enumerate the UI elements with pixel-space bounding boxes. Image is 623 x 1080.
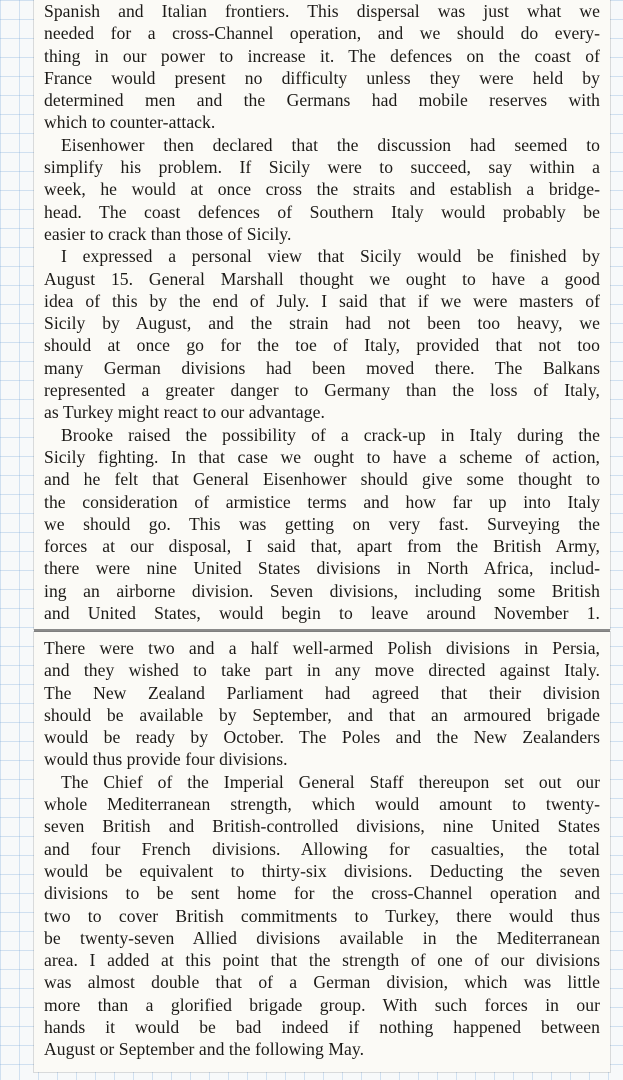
text-line: and he felt that General Eisenhower should give some thought to bbox=[44, 469, 600, 490]
text-line: and United States, would begin to leave around November 1. bbox=[44, 603, 600, 624]
text-line: Eisenhower then declared that the discussion had seemed to bbox=[61, 134, 600, 155]
text-line: would be ready by October. The Poles and the New Zealanders bbox=[44, 727, 600, 748]
text-line: Sicily by August, and the strain had not been too heavy, we bbox=[44, 313, 600, 334]
text-line: easier to crack than those of Sicily. bbox=[44, 223, 292, 244]
paragraph bbox=[44, 771, 600, 1061]
text-block-top bbox=[44, 0, 600, 624]
text-line: many German divisions had been moved there. The Balkans bbox=[44, 357, 600, 378]
text-line: which to counter-attack. bbox=[44, 112, 216, 133]
text-line: I expressed a personal view that Sicily would be finished by bbox=[61, 246, 600, 267]
paragraph bbox=[44, 134, 600, 245]
text-line: ing an airborne division. Seven divisions, including some British bbox=[44, 580, 600, 601]
paragraph bbox=[44, 424, 600, 625]
text-line: should be available by September, and that an armoured brigade bbox=[44, 704, 600, 725]
paragraph bbox=[44, 0, 600, 134]
text-line: Brooke raised the possibility of a crack-up in Italy during the bbox=[61, 424, 600, 445]
text-line: divisions to be sent home for the cross-Channel operation and bbox=[44, 883, 600, 904]
text-line: seven British and British-controlled divisions, nine United States bbox=[44, 816, 600, 837]
text-line: represented a greater danger to Germany than the loss of Italy, bbox=[44, 380, 600, 401]
book-page-clipping-top bbox=[34, 0, 610, 629]
text-line: more than a glorified brigade group. With such forces in our bbox=[44, 994, 600, 1015]
text-line: France would present no difficulty unless they were held by bbox=[44, 67, 600, 88]
text-line: forces at our disposal, I said that, apart from the British Army, bbox=[44, 536, 600, 557]
text-line: was almost double that of a German division, which was little bbox=[44, 972, 600, 993]
text-line: needed for a cross-Channel operation, and we should do every- bbox=[44, 23, 600, 44]
text-line: would be equivalent to thirty-six divisions. Deducting the seven bbox=[44, 860, 600, 881]
text-line: determined men and the Germans had mobile reserves with bbox=[44, 90, 600, 111]
text-block-bottom bbox=[44, 637, 600, 1061]
text-line: thing in our power to increase it. The defences on the coast of bbox=[44, 45, 600, 66]
text-line: whole Mediterranean strength, which would amount to twenty- bbox=[44, 794, 600, 815]
text-line: Sicily fighting. In that case we ought to have a scheme of action, bbox=[44, 446, 600, 467]
text-line: area. I added at this point that the strength of one of our divisions bbox=[44, 950, 600, 971]
text-line: idea of this by the end of July. I said that if we were masters of bbox=[44, 290, 600, 311]
text-line: as Turkey might react to our advantage. bbox=[44, 402, 325, 423]
text-line: head. The coast defences of Southern Italy would probably be bbox=[44, 201, 600, 222]
text-line: hands it would be bad indeed if nothing happened between bbox=[44, 1017, 600, 1038]
text-line: and they wished to take part in any move directed against Italy. bbox=[44, 660, 600, 681]
text-line: would thus provide four divisions. bbox=[44, 749, 288, 770]
text-line: be twenty-seven Allied divisions available in the Mediterranean bbox=[44, 927, 600, 948]
text-line: The Chief of the Imperial General Staff thereupon set out our bbox=[61, 771, 600, 792]
paragraph bbox=[44, 245, 600, 423]
text-line: should at once go for the toe of Italy, provided that not too bbox=[44, 335, 600, 356]
paragraph bbox=[44, 637, 600, 771]
text-line: Spanish and Italian frontiers. This dispersal was just what we bbox=[44, 1, 600, 21]
text-line: August 15. General Marshall thought we ought to have a good bbox=[44, 268, 600, 289]
text-line: there were nine United States divisions in North Africa, includ- bbox=[44, 558, 600, 579]
text-line: simplify his problem. If Sicily were to succeed, say within a bbox=[44, 157, 600, 178]
text-line: The New Zealand Parliament had agreed that their division bbox=[44, 682, 600, 703]
text-line: There were two and a half well-armed Polish divisions in Persia, bbox=[44, 638, 600, 658]
text-line: we should go. This was getting on very fast. Surveying the bbox=[44, 513, 600, 534]
text-line: and four French divisions. Allowing for casualties, the total bbox=[44, 838, 600, 859]
text-line: two to cover British commitments to Turkey, there would thus bbox=[44, 905, 600, 926]
text-line: August or September and the following May. bbox=[44, 1039, 365, 1060]
book-page-clipping-bottom bbox=[34, 632, 610, 1072]
text-line: the consideration of armistice terms and how far up into Italy bbox=[44, 491, 600, 512]
text-line: week, he would at once cross the straits and establish a bridge- bbox=[44, 179, 600, 200]
